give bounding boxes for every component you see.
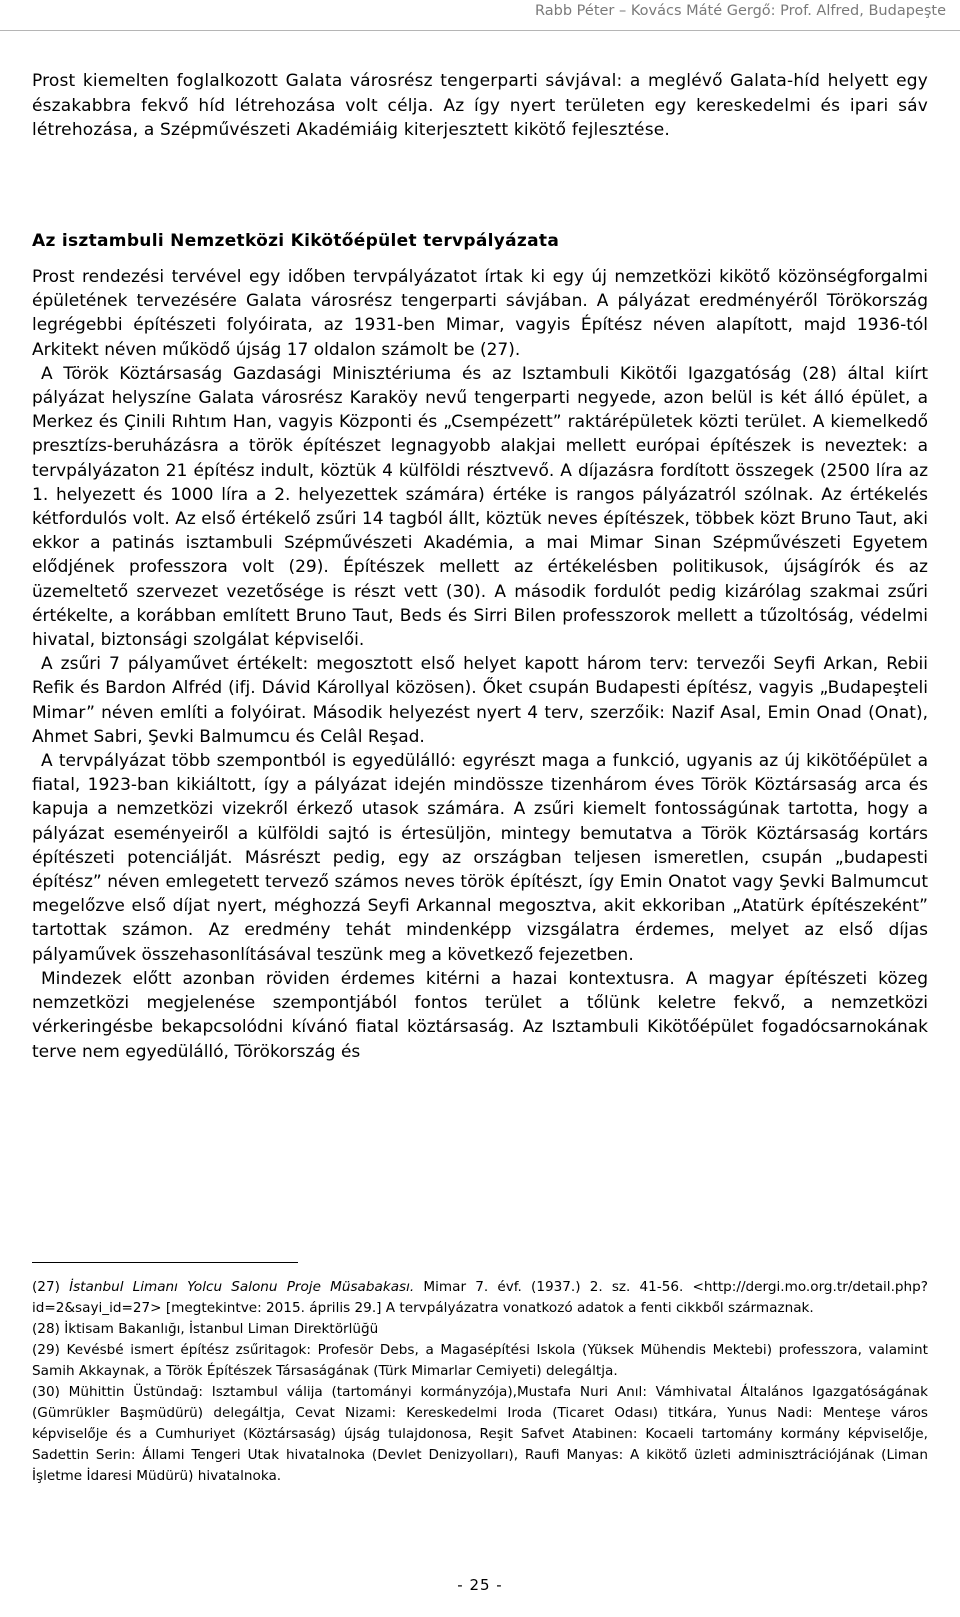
body-paragraph-3: A zsűri 7 pályaművet értékelt: megosztott első helyet kapott három terv: tervezői Seyfi Arkan, Rebii Refik és Bardon Alfréd (ifj. Dávid Károllyal közösen). Őket csupán Budapesti építész, vagyis „Budapeşteli Mimar” néven említi a folyóirat. Második helyezést nyert 4 terv, szerzőik: Nazif Asal, Emin Onad (Onat), Ahmet Sabri, Şevki Balmumcu és Celâl Reşad. bbox=[32, 654, 928, 747]
body-paragraph-4: A tervpályázat több szempontból is egyedülálló: egyrészt maga a funkció, ugyanis az új kikötőépület a fiatal, 1923-ban kikiáltott, így a pályázat idején mindössze tizenhárom éves Török Köztársaság arca és kapuja a nemzetközi vizekről érkező utasok számára. A zsűri kiemelt fontosságúnak tartotta, hogy a pályázat eseményeiről a külföldi sajtó is értesüljön, mintegy bemutatva a Török Köztársaság kortárs építészeti potenciálját. Másrészt pedig, egy az országban teljesen ismeretlen, csupán „budapesti építész” néven emlegetett tervező számos neves török építészt, így Emin Onatot vagy Şevki Balmumcut megelőzve első díjat nyert, méghozzá Seyfi Arkannal megosztva, akit ekkoriban „Atatürk építészeként” tartottak számon. Az eredmény tehát mindenképp vizsgálatra érdemes, melyet az első díjas pályaművek összehasonlításával teszünk meg a következő fejezetben. bbox=[32, 751, 928, 965]
footnote-27-text: Mimar 7. évf. (1937.) 2. sz. 41-56. <http://dergi.mo.org.tr/detail.php?id=2&sayi_id=27> [megtekintve: 2015. április 29.] A tervpályázatra vonatkozó adatok a fenti cikkből származnak. bbox=[32, 1279, 928, 1316]
header-divider bbox=[0, 30, 960, 31]
footnote-30: (30) Mühittin Üstündağ: Isztambul válija (tartományi kormányzója),Mustafa Nuri Anıl: Vámhivatal Általános Igazgatóságának (Gümrükler Başmüdürü) delegáltja, Cevat Nizami: Kereskedelmi Iroda (Ticaret Odası) titkára, Yunus Nadi: Menteşe város képviselője és a Cumhuriyet (Köztársaság) újság tulajdonosa, Reşit Safvet Atabinen: Kocaeli tartomány kormány képviselője, Sadettin Serin: Állami Tengeri Utak hivatalnoka (Devlet Denizyolları), Raufi Manyas: A kikötő üzleti adminisztrációjának (Liman İşletme İdaresi Müdürü) hivatalnoka. bbox=[32, 1384, 928, 1484]
page-number: - 25 - bbox=[457, 1576, 503, 1594]
body-paragraph-2: A Török Köztársaság Gazdasági Minisztériuma és az Isztambuli Kikötői Igazgatóság (28) által kiírt pályázat helyszíne Galata városrész Karaköy nevű tengerparti negyede, azon belül is két álló épület, a Merkez és Çinili Rıhtım Han, vagyis Központi és „Csempézett” raktárépületek közti terület. A kiemelkedő presztízs-beruházásra a török építészet legnagyobb alakjai mellett európai építészek is neveztek: a tervpályázaton 21 építész indult, köztük 4 külföldi résztvevő. A díjazásra fordított összegek (2500 líra az 1. helyezett és 1000 líra a 2. helyezettek számára) értéke is rangos pályázatról szólnak. Az értékelés kétfordulós volt. Az első értékelő zsűri 14 tagból állt, köztük neves építészek, többek közt Bruno Taut, aki ekkor a patinás isztambuli Szépművészeti Akadémia, a mai Mimar Sinan Szépművészeti Egyetem elődjének professzora volt (29). Építészek mellett az értékelésben politikusok, újságírók és az üzemeltető szervezet vezetősége is részt vett (30). A második fordulót pedig kizárólag szakmai zsűri értékelte, a korábban említett Bruno Taut, Beds és Sirri Bilen professzorok mellett a tűzoltóság, védelmi hivatal, biztonsági szolgálat képviselői. bbox=[32, 363, 928, 651]
footnote-27-number: (27) bbox=[32, 1279, 60, 1295]
footnote-27 bbox=[32, 1277, 928, 1319]
section-heading: Az isztambuli Nemzetközi Kikötőépület tervpályázata bbox=[32, 231, 560, 251]
footnote-29: (29) Kevésbé ismert építész zsűritagok: Profesör Debs, a Magasépítési Iskola (Yüksek Mühendis Mektebi) professzora, valamint Samih Akkaynak, a Török Építészek Társaságának (Türk Mimarlar Cemiyeti) delegáltja. bbox=[32, 1342, 928, 1379]
intro-paragraph: Prost kiemelten foglalkozott Galata városrész tengerparti sávjával: a meglévő Galata-híd helyett egy északabbra fekvő híd létrehozása volt célja. Az így nyert területen egy kereskedelmi és ipari sáv létrehozása, a Szépművészeti Akadémiáig kiterjesztett kikötő fejlesztése. bbox=[32, 71, 928, 140]
body-paragraph-1: Prost rendezési tervével egy időben tervpályázatot írtak ki egy új nemzetközi kikötő közönségforgalmi épületének tervezésére Galata városrész tengerparti sávjában. A pályázat eredményéről Törökország legrégebbi építészeti folyóirata, az 1931-ben Mimar, vagyis Építész néven alapított, majd 1936-tól Arkitekt néven működő újság 17 oldalon számolt be (27). bbox=[32, 267, 928, 360]
footnote-27-title: İstanbul Limanı Yolcu Salonu Proje Müsabakası. bbox=[69, 1279, 415, 1295]
body-paragraph-5: Mindezek előtt azonban röviden érdemes kitérni a hazai kontextusra. A magyar építészeti közeg nemzetközi megjelenése szempontjából fontos terület a tőlünk keletre fekvő, a nemzetközi vérkeringésbe bekapcsolódni kívánó fiatal köztársaság. Az Isztambuli Kikötőépület fogadócsarnokának terve nem egyedülálló, Törökország és bbox=[32, 968, 928, 1062]
running-header: Rabb Péter – Kovács Máté Gergő: Prof. Alfred, Budapeşte bbox=[535, 3, 946, 19]
footnote-divider bbox=[32, 1262, 298, 1263]
intro-text bbox=[32, 69, 928, 143]
footnotes bbox=[32, 1277, 928, 1487]
body-text bbox=[32, 265, 928, 1064]
footnote-28: (28) İktisam Bakanlığı, İstanbul Liman Direktörlüğü bbox=[32, 1321, 379, 1337]
